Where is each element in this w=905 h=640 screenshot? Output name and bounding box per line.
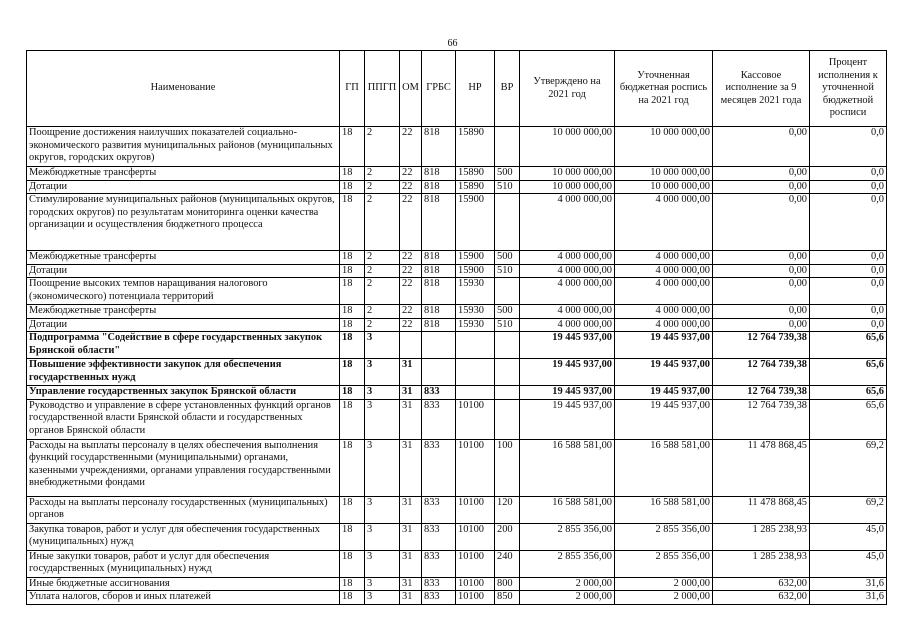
cell-grbs: 833 [422,496,456,523]
table-row [27,180,887,194]
cell-approved: 16 588 581,00 [520,439,615,496]
cell-refined: 4 000 000,00 [615,194,713,251]
cell-refined: 19 445 937,00 [615,332,713,359]
cell-name: Расходы на выплаты персоналу государственных (муниципальных) органов [27,496,340,523]
header-ppgp: ППГП [365,51,400,127]
cell-name: Закупка товаров, работ и услуг для обеспечения государственных (муниципальных) нужд [27,523,340,550]
cell-approved: 10 000 000,00 [520,180,615,194]
cell-grbs: 818 [422,305,456,319]
cell-om: 22 [400,127,422,167]
cell-approved: 10 000 000,00 [520,127,615,167]
header-grbs: ГРБС [422,51,456,127]
cell-om: 31 [400,523,422,550]
cell-name: Повышение эффективности закупок для обеспечения государственных нужд [27,359,340,386]
cell-approved: 4 000 000,00 [520,251,615,265]
cell-om: 31 [400,577,422,591]
cell-name: Дотации [27,180,340,194]
cell-ppgp: 2 [365,194,400,251]
cell-ppgp: 3 [365,359,400,386]
cell-vr: 510 [495,318,520,332]
header-gp: ГП [340,51,365,127]
cell-grbs: 833 [422,386,456,400]
table-row [27,167,887,181]
cell-ppgp: 3 [365,439,400,496]
cell-name: Уплата налогов, сборов и иных платежей [27,591,340,605]
cell-np: 10100 [456,496,495,523]
cell-ppgp: 3 [365,496,400,523]
table-row [27,264,887,278]
cell-gp: 18 [340,577,365,591]
cell-om: 31 [400,386,422,400]
cell-name: Межбюджетные трансферты [27,167,340,181]
cell-grbs: 818 [422,264,456,278]
cell-percent: 65,6 [810,359,887,386]
cell-om: 22 [400,278,422,305]
cell-ppgp: 3 [365,399,400,439]
cell-grbs: 818 [422,318,456,332]
cell-percent: 0,0 [810,194,887,251]
table-row [27,577,887,591]
cell-ppgp: 3 [365,386,400,400]
cell-percent: 31,6 [810,577,887,591]
cell-name: Поощрение высоких темпов наращивания налогового (экономического) потенциала территорий [27,278,340,305]
cell-cash: 0,00 [713,318,810,332]
cell-percent: 0,0 [810,180,887,194]
cell-ppgp: 2 [365,264,400,278]
cell-percent: 0,0 [810,264,887,278]
cell-np: 15900 [456,251,495,265]
cell-gp: 18 [340,264,365,278]
cell-refined: 4 000 000,00 [615,264,713,278]
cell-gp: 18 [340,386,365,400]
cell-cash: 632,00 [713,577,810,591]
cell-vr [495,332,520,359]
cell-refined: 16 588 581,00 [615,496,713,523]
table-row [27,278,887,305]
cell-approved: 4 000 000,00 [520,318,615,332]
cell-ppgp: 3 [365,332,400,359]
cell-percent: 0,0 [810,127,887,167]
cell-percent: 0,0 [810,278,887,305]
cell-approved: 2 855 356,00 [520,523,615,550]
cell-ppgp: 3 [365,591,400,605]
cell-approved: 19 445 937,00 [520,386,615,400]
cell-vr: 120 [495,496,520,523]
cell-name: Иные бюджетные ассигнования [27,577,340,591]
table-row [27,523,887,550]
cell-grbs: 818 [422,127,456,167]
cell-np: 15890 [456,127,495,167]
table-row [27,127,887,167]
cell-om: 22 [400,180,422,194]
cell-name: Стимулирование муниципальных районов (муниципальных округов, городских округов) по результатам мониторинга оценки качества организации и осуществления бюджетного процесса [27,194,340,251]
cell-gp: 18 [340,305,365,319]
cell-approved: 10 000 000,00 [520,167,615,181]
cell-cash: 12 764 739,38 [713,332,810,359]
cell-grbs: 833 [422,550,456,577]
cell-refined: 2 000,00 [615,577,713,591]
cell-gp: 18 [340,318,365,332]
cell-name: Поощрение достижения наилучших показателей социально-экономического развития муниципальных районов (муниципальных округов, городских округов) [27,127,340,167]
header-vr: ВР [495,51,520,127]
cell-vr [495,127,520,167]
cell-vr: 500 [495,251,520,265]
cell-grbs: 833 [422,591,456,605]
cell-gp: 18 [340,591,365,605]
header-om: ОМ [400,51,422,127]
cell-np: 15890 [456,167,495,181]
cell-np: 15930 [456,305,495,319]
cell-percent: 45,0 [810,550,887,577]
cell-cash: 0,00 [713,127,810,167]
cell-om: 22 [400,167,422,181]
header-np: НР [456,51,495,127]
cell-gp: 18 [340,332,365,359]
cell-vr [495,278,520,305]
table-header-row [27,51,887,127]
cell-grbs [422,332,456,359]
budget-execution-table [26,50,887,605]
cell-refined: 10 000 000,00 [615,167,713,181]
header-refined: Уточненная бюджетная роспись на 2021 год [615,51,713,127]
cell-vr [495,359,520,386]
cell-om: 22 [400,318,422,332]
header-approved: Утверждено на 2021 год [520,51,615,127]
cell-cash: 11 478 868,45 [713,496,810,523]
table-row [27,386,887,400]
cell-approved: 19 445 937,00 [520,359,615,386]
cell-gp: 18 [340,278,365,305]
cell-vr: 240 [495,550,520,577]
page-number: 66 [447,38,458,49]
header-name: Наименование [27,51,340,127]
cell-np: 15900 [456,194,495,251]
cell-cash: 11 478 868,45 [713,439,810,496]
cell-percent: 0,0 [810,251,887,265]
cell-ppgp: 2 [365,180,400,194]
header-cash: Кассовое исполнение за 9 месяцев 2021 года [713,51,810,127]
table-row [27,439,887,496]
cell-grbs: 818 [422,194,456,251]
cell-refined: 10 000 000,00 [615,127,713,167]
cell-name: Управление государственных закупок Брянской области [27,386,340,400]
cell-percent: 45,0 [810,523,887,550]
cell-np: 10100 [456,591,495,605]
table-row [27,399,887,439]
cell-name: Иные закупки товаров, работ и услуг для обеспечения государственных (муниципальных) нужд [27,550,340,577]
cell-vr [495,194,520,251]
cell-percent: 0,0 [810,167,887,181]
cell-cash: 0,00 [713,305,810,319]
cell-cash: 0,00 [713,167,810,181]
cell-gp: 18 [340,359,365,386]
cell-name: Межбюджетные трансферты [27,305,340,319]
cell-cash: 12 764 739,38 [713,359,810,386]
cell-np: 15930 [456,318,495,332]
cell-om [400,332,422,359]
cell-np: 10100 [456,523,495,550]
cell-name: Расходы на выплаты персоналу в целях обеспечения выполнения функций государственными (муниципальными) органами, казенными учреждениями, органами управления государственными внебюджетными фондами [27,439,340,496]
cell-om: 31 [400,496,422,523]
cell-ppgp: 3 [365,550,400,577]
cell-refined: 4 000 000,00 [615,251,713,265]
cell-vr: 100 [495,439,520,496]
cell-om: 31 [400,399,422,439]
table-row [27,305,887,319]
cell-cash: 0,00 [713,264,810,278]
cell-om: 31 [400,439,422,496]
cell-gp: 18 [340,550,365,577]
cell-np: 15930 [456,278,495,305]
cell-approved: 16 588 581,00 [520,496,615,523]
cell-refined: 2 855 356,00 [615,523,713,550]
cell-name: Межбюджетные трансферты [27,251,340,265]
cell-vr [495,386,520,400]
cell-refined: 2 855 356,00 [615,550,713,577]
cell-om: 31 [400,359,422,386]
cell-np [456,332,495,359]
cell-approved: 19 445 937,00 [520,399,615,439]
cell-grbs [422,359,456,386]
cell-refined: 19 445 937,00 [615,359,713,386]
header-percent: Процент исполнения к уточненной бюджетной росписи [810,51,887,127]
cell-grbs: 818 [422,251,456,265]
cell-percent: 65,6 [810,399,887,439]
cell-approved: 4 000 000,00 [520,305,615,319]
cell-percent: 65,6 [810,386,887,400]
cell-om: 22 [400,305,422,319]
cell-cash: 1 285 238,93 [713,523,810,550]
cell-gp: 18 [340,167,365,181]
cell-vr [495,399,520,439]
cell-approved: 2 000,00 [520,591,615,605]
cell-refined: 4 000 000,00 [615,278,713,305]
table-row [27,591,887,605]
cell-grbs: 833 [422,399,456,439]
cell-grbs: 833 [422,577,456,591]
cell-refined: 4 000 000,00 [615,305,713,319]
table-row [27,359,887,386]
table-row [27,550,887,577]
cell-cash: 12 764 739,38 [713,386,810,400]
cell-vr: 500 [495,167,520,181]
cell-ppgp: 3 [365,523,400,550]
cell-np: 15890 [456,180,495,194]
cell-refined: 19 445 937,00 [615,386,713,400]
cell-np: 10100 [456,399,495,439]
cell-percent: 65,6 [810,332,887,359]
cell-approved: 4 000 000,00 [520,278,615,305]
cell-np: 10100 [456,550,495,577]
cell-grbs: 833 [422,523,456,550]
cell-cash: 0,00 [713,180,810,194]
table-row [27,332,887,359]
cell-ppgp: 2 [365,251,400,265]
cell-ppgp: 2 [365,167,400,181]
cell-refined: 10 000 000,00 [615,180,713,194]
cell-vr: 500 [495,305,520,319]
cell-grbs: 818 [422,180,456,194]
cell-np: 15900 [456,264,495,278]
cell-np [456,359,495,386]
table-row [27,496,887,523]
cell-cash: 1 285 238,93 [713,550,810,577]
cell-cash: 0,00 [713,251,810,265]
cell-om: 22 [400,194,422,251]
cell-name: Дотации [27,264,340,278]
cell-ppgp: 3 [365,577,400,591]
cell-np [456,386,495,400]
cell-refined: 4 000 000,00 [615,318,713,332]
cell-approved: 4 000 000,00 [520,194,615,251]
cell-gp: 18 [340,127,365,167]
cell-gp: 18 [340,496,365,523]
table-body [27,127,887,605]
cell-gp: 18 [340,523,365,550]
cell-gp: 18 [340,180,365,194]
table-row [27,318,887,332]
cell-ppgp: 2 [365,305,400,319]
cell-vr: 510 [495,264,520,278]
cell-ppgp: 2 [365,127,400,167]
cell-om: 31 [400,550,422,577]
cell-cash: 0,00 [713,194,810,251]
cell-gp: 18 [340,194,365,251]
cell-vr: 200 [495,523,520,550]
cell-vr: 510 [495,180,520,194]
cell-vr: 850 [495,591,520,605]
cell-percent: 0,0 [810,318,887,332]
cell-om: 22 [400,264,422,278]
cell-percent: 31,6 [810,591,887,605]
cell-approved: 2 855 356,00 [520,550,615,577]
cell-np: 10100 [456,577,495,591]
cell-gp: 18 [340,251,365,265]
cell-approved: 19 445 937,00 [520,332,615,359]
cell-approved: 2 000,00 [520,577,615,591]
cell-grbs: 818 [422,278,456,305]
cell-cash: 0,00 [713,278,810,305]
cell-grbs: 833 [422,439,456,496]
cell-name: Подпрограмма "Содействие в сфере государственных закупок Брянской области" [27,332,340,359]
cell-vr: 800 [495,577,520,591]
cell-name: Дотации [27,318,340,332]
cell-refined: 19 445 937,00 [615,399,713,439]
cell-om: 31 [400,591,422,605]
cell-refined: 16 588 581,00 [615,439,713,496]
cell-ppgp: 2 [365,318,400,332]
table-row [27,251,887,265]
cell-cash: 632,00 [713,591,810,605]
cell-percent: 69,2 [810,439,887,496]
cell-ppgp: 2 [365,278,400,305]
cell-cash: 12 764 739,38 [713,399,810,439]
cell-approved: 4 000 000,00 [520,264,615,278]
cell-percent: 69,2 [810,496,887,523]
cell-om: 22 [400,251,422,265]
table-row [27,194,887,251]
cell-gp: 18 [340,399,365,439]
cell-grbs: 818 [422,167,456,181]
cell-np: 10100 [456,439,495,496]
cell-percent: 0,0 [810,305,887,319]
cell-gp: 18 [340,439,365,496]
cell-name: Руководство и управление в сфере установленных функций органов государственной власти Брянской области и государственных органов Брянской области [27,399,340,439]
cell-refined: 2 000,00 [615,591,713,605]
